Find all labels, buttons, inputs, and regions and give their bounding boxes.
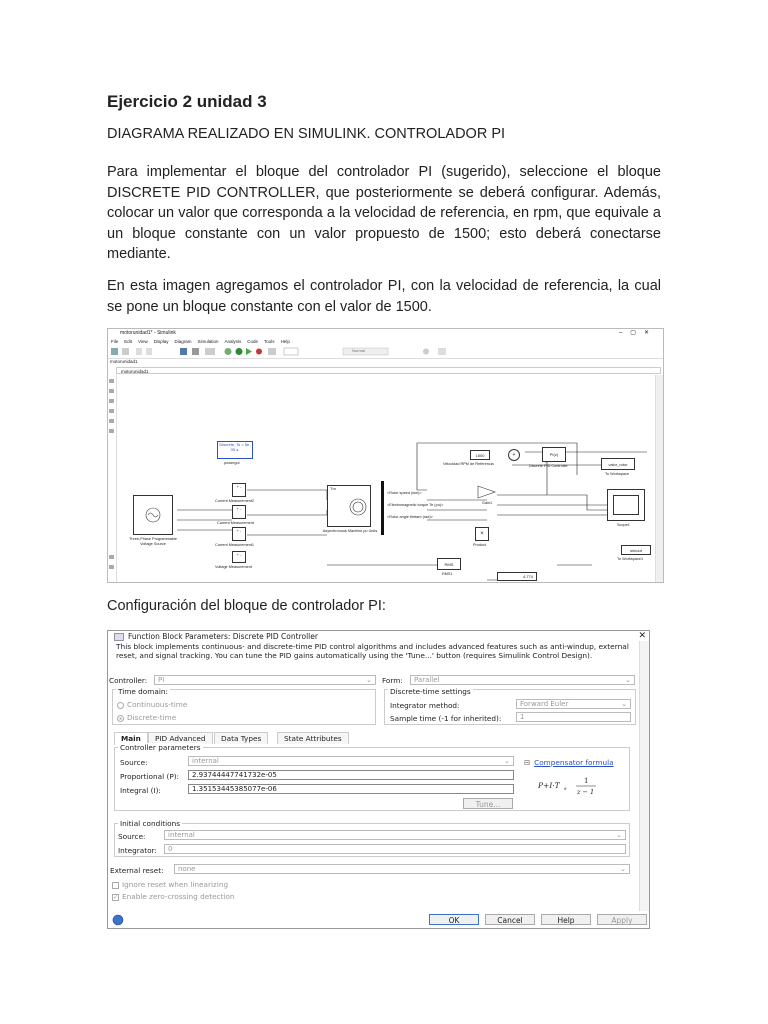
voltage-measurement-block[interactable]: + - [232, 551, 246, 563]
form-select[interactable] [410, 675, 635, 685]
radio-selected-icon [117, 715, 124, 722]
powergui-text: Discrete, Ts = 5e-05 s. [219, 442, 251, 452]
chevron-down-icon: ⌄ [621, 700, 627, 708]
workspace-text: valor_rotor [608, 462, 628, 467]
external-reset-value: none [178, 865, 196, 873]
simout-label: To Workspace1 [617, 557, 644, 561]
current-measurement1-label: Current Measurement1 [215, 543, 255, 547]
ignore-reset-label: Ignore reset when linearizing [122, 880, 229, 889]
integrator-method-value: Forward Euler [520, 700, 569, 708]
menu-item-file[interactable]: File [111, 339, 119, 344]
tab-main[interactable]: Main [114, 732, 148, 745]
paragraph-2: En esta imagen agregamos el controlador PI, con la velocidad de referencia, la cual se pone un bloque constante con el valor de 1500. [107, 278, 661, 315]
controller-value: PI [158, 676, 165, 684]
radio-icon [117, 702, 124, 709]
zero-crossing-checkbox[interactable] [112, 892, 235, 901]
tune-button[interactable]: Tune... [463, 798, 513, 809]
display-block[interactable] [497, 572, 537, 581]
ok-button[interactable]: OK [429, 914, 479, 925]
source-label: Source: [120, 758, 148, 767]
gain-block[interactable] [477, 485, 497, 499]
sample-time-input[interactable] [516, 712, 631, 722]
menu-item-view[interactable]: View [138, 339, 148, 344]
voltage-source-block[interactable] [133, 495, 173, 535]
help-button[interactable]: Help [541, 914, 591, 925]
gain-label: Gain1 [482, 501, 493, 505]
ic-source-value: internal [168, 831, 195, 839]
collapse-icon: ⊟ [524, 758, 531, 767]
menu-item-edit[interactable]: Edit [124, 339, 133, 344]
asynchronous-machine-block[interactable] [327, 485, 371, 527]
proportional-value: 2.93744447741732e-05 [192, 771, 277, 779]
menu-item-tools[interactable]: Tools [264, 339, 275, 344]
asynchronous-machine-label: Asynchronous Machine pu Units [322, 529, 378, 533]
continuous-radio[interactable] [117, 700, 187, 709]
paragraph-1: Para implementar el bloque del controlador PI (sugerido), seleccione el bloque DISCRETE PID CONTROLLER, que posteriormente se deberá configurar. Además, colocar un valor que corresponda a la velocidad de referencia, en rpm, que equivale a un bloque constante con un valor propuesto de 1500; esto deberá conectarse mediante. [107, 164, 661, 262]
powergui-label: powergui [224, 461, 240, 465]
sample-time-label: Sample time (-1 for inherited): [390, 714, 502, 723]
menu-item-analysis[interactable]: Analysis [224, 339, 242, 344]
bus-signal-1: <Rotor speed (wm)> [387, 491, 422, 495]
voltage-measurement-label: Voltage Measurement [215, 565, 252, 569]
scope-screen-icon [613, 495, 639, 515]
pid-parameters-dialog [107, 630, 650, 929]
rms-label: RMS1 [442, 572, 453, 576]
integral-label: Integral (I): [120, 786, 161, 795]
continuous-label: Continuous-time [127, 700, 188, 709]
initial-conditions-label: Initial conditions [120, 819, 181, 828]
svg-text:s: s [564, 786, 567, 792]
integrator-method-label: Integrator method: [390, 701, 460, 710]
integral-value: 1.35153445385077e-06 [192, 785, 277, 793]
signal-lines [117, 375, 655, 582]
svg-text:P+I·T: P+I·T [538, 781, 560, 790]
to-workspace-label: To Workspace [605, 472, 629, 476]
pid-label: Discrete PID Controller [529, 464, 568, 468]
constant-value: 1500 [475, 453, 485, 458]
checkbox-icon [112, 882, 119, 889]
current-measurement-block[interactable]: + - [232, 505, 246, 519]
menu-item-code[interactable]: Code [247, 339, 259, 344]
page-heading: Ejercicio 2 unidad 3 [107, 92, 267, 111]
simulink-screenshot [107, 328, 664, 583]
motor-icon [348, 497, 368, 517]
form-label: Form: [382, 676, 403, 685]
controller-label: Controller: [109, 676, 148, 685]
tab-data-types[interactable]: Data Types [214, 732, 268, 744]
section-subtitle: DIAGRAMA REALIZADO EN SIMULINK. CONTROLADOR PI [107, 126, 506, 142]
menu-item-display[interactable]: Display [153, 339, 169, 344]
cancel-button[interactable]: Cancel [485, 914, 535, 925]
integrator-method-select[interactable] [516, 699, 631, 709]
discrete-settings-label: Discrete-time settings [390, 687, 471, 696]
figure-caption: Configuración del bloque de controlador PI: [107, 598, 386, 614]
constant-block[interactable] [470, 450, 490, 460]
integrator-ic-input[interactable] [164, 844, 626, 854]
proportional-input[interactable] [188, 770, 514, 780]
compensator-formula-link[interactable] [524, 758, 614, 767]
menu-item-help[interactable]: Help [280, 339, 290, 344]
compensator-formula-label: Compensator formula [534, 758, 614, 767]
product-label: Product [473, 543, 487, 547]
chevron-down-icon: ⌄ [616, 831, 622, 839]
pid-formula-icon [536, 774, 606, 800]
dialog-scrollbar[interactable] [639, 641, 649, 911]
rms-text: RMS [444, 562, 454, 567]
simout-text: simout [630, 548, 642, 553]
tm-port-label: Tm [330, 486, 336, 491]
simout-block[interactable] [621, 545, 651, 555]
time-domain-label: Time domain: [118, 687, 168, 696]
chevron-down-icon: ⌄ [504, 757, 510, 765]
proportional-label: Proportional (P): [120, 772, 180, 781]
menu-item-diagram[interactable]: Diagram [174, 339, 192, 344]
simulink-canvas[interactable] [117, 375, 655, 582]
integrator-ic-value: 0 [168, 845, 173, 853]
to-workspace-block[interactable] [601, 458, 635, 470]
ic-source-select[interactable] [164, 830, 626, 840]
source-value: internal [192, 757, 219, 765]
integral-input[interactable] [188, 784, 514, 794]
breadcrumb[interactable]: motorunidad1 [116, 367, 661, 374]
chevron-down-icon: ⌄ [625, 676, 631, 684]
svg-text:z − 1: z − 1 [577, 788, 595, 796]
sample-time-value: 1 [520, 713, 525, 721]
ic-source-label: Source: [118, 832, 146, 841]
help-globe-icon[interactable] [112, 914, 124, 926]
rms-block[interactable] [437, 558, 461, 570]
sum-block[interactable]: + [508, 449, 520, 461]
source-select[interactable] [188, 756, 514, 766]
toolbar-icons[interactable] [108, 346, 663, 358]
pid-text: PI(z) [549, 452, 559, 457]
pid-block[interactable] [542, 447, 566, 462]
controller-parameters-label: Controller parameters [120, 743, 201, 752]
bus-selector-block[interactable] [381, 481, 384, 535]
vertical-scrollbar[interactable] [655, 375, 663, 582]
simulink-menu-bar [108, 338, 663, 346]
external-reset-select[interactable] [174, 864, 630, 874]
discrete-label: Discrete-time [127, 713, 177, 722]
simulink-title-bar [108, 329, 663, 338]
close-icon[interactable]: ✕ [638, 631, 646, 641]
chevron-down-icon: ⌄ [366, 676, 372, 684]
integrator-ic-label: Integrator: [118, 846, 157, 855]
menu-item-simulation[interactable]: Simulation [197, 339, 219, 344]
simulink-toolbar [108, 346, 663, 359]
discrete-radio[interactable] [117, 713, 176, 722]
current-measurement2-block[interactable]: + - [232, 483, 246, 497]
scope-label: Scope1 [617, 523, 630, 527]
block-parameters-icon [114, 633, 124, 641]
bus-signal-2: <Electromagnetic torque Te (pu)> [387, 503, 444, 507]
powergui-block[interactable] [217, 441, 253, 459]
window-controls-icon[interactable]: –▢✕ [618, 330, 657, 336]
apply-button[interactable]: Apply [597, 914, 647, 925]
form-value: Parallel [414, 676, 440, 684]
ac-source-icon [134, 496, 172, 534]
product-block[interactable]: × [475, 527, 489, 541]
checkbox-checked-icon: ✓ [113, 893, 119, 901]
dialog-description: This block implements continuous- and discrete-time PID control algorithms and includes advanced features such as anti-windup, external reset, and signal tracking. You can tune the PID gains automatically using the 'Tune...' button (requires Simulink Control Design). [116, 642, 629, 660]
current-measurement-label: Current Measurement [217, 521, 254, 525]
sim-mode-select[interactable]: Normal [352, 348, 365, 353]
tab-pid-advanced[interactable]: PID Advanced [148, 732, 213, 744]
display-value: 4.774 [522, 574, 533, 579]
current-measurement2-label: Current Measurement2 [215, 499, 255, 503]
scope-block[interactable] [607, 489, 645, 521]
model-tab[interactable]: motorunidad1 [110, 359, 138, 364]
simulink-title: motorunidad1* - Simulink [120, 330, 176, 336]
external-reset-label: External reset: [110, 866, 164, 875]
constant-label: Velocidad RPM de Referencia [443, 462, 494, 466]
current-measurement1-block[interactable]: + - [232, 527, 246, 541]
ignore-reset-checkbox[interactable] [112, 880, 228, 889]
bus-signal-3: <Rotor angle thetam (rad)> [387, 515, 433, 519]
voltage-source-label: Three-Phase Programmable Voltage Source [129, 537, 177, 546]
tab-state-attributes[interactable]: State Attributes [277, 732, 349, 744]
controller-select[interactable] [154, 675, 376, 685]
dialog-title: Function Block Parameters: Discrete PID Controller [128, 632, 318, 641]
zero-crossing-label: Enable zero-crossing detection [122, 892, 235, 901]
palette-sidebar[interactable] [108, 375, 117, 582]
svg-text:1: 1 [584, 777, 589, 785]
chevron-down-icon: ⌄ [620, 865, 626, 873]
